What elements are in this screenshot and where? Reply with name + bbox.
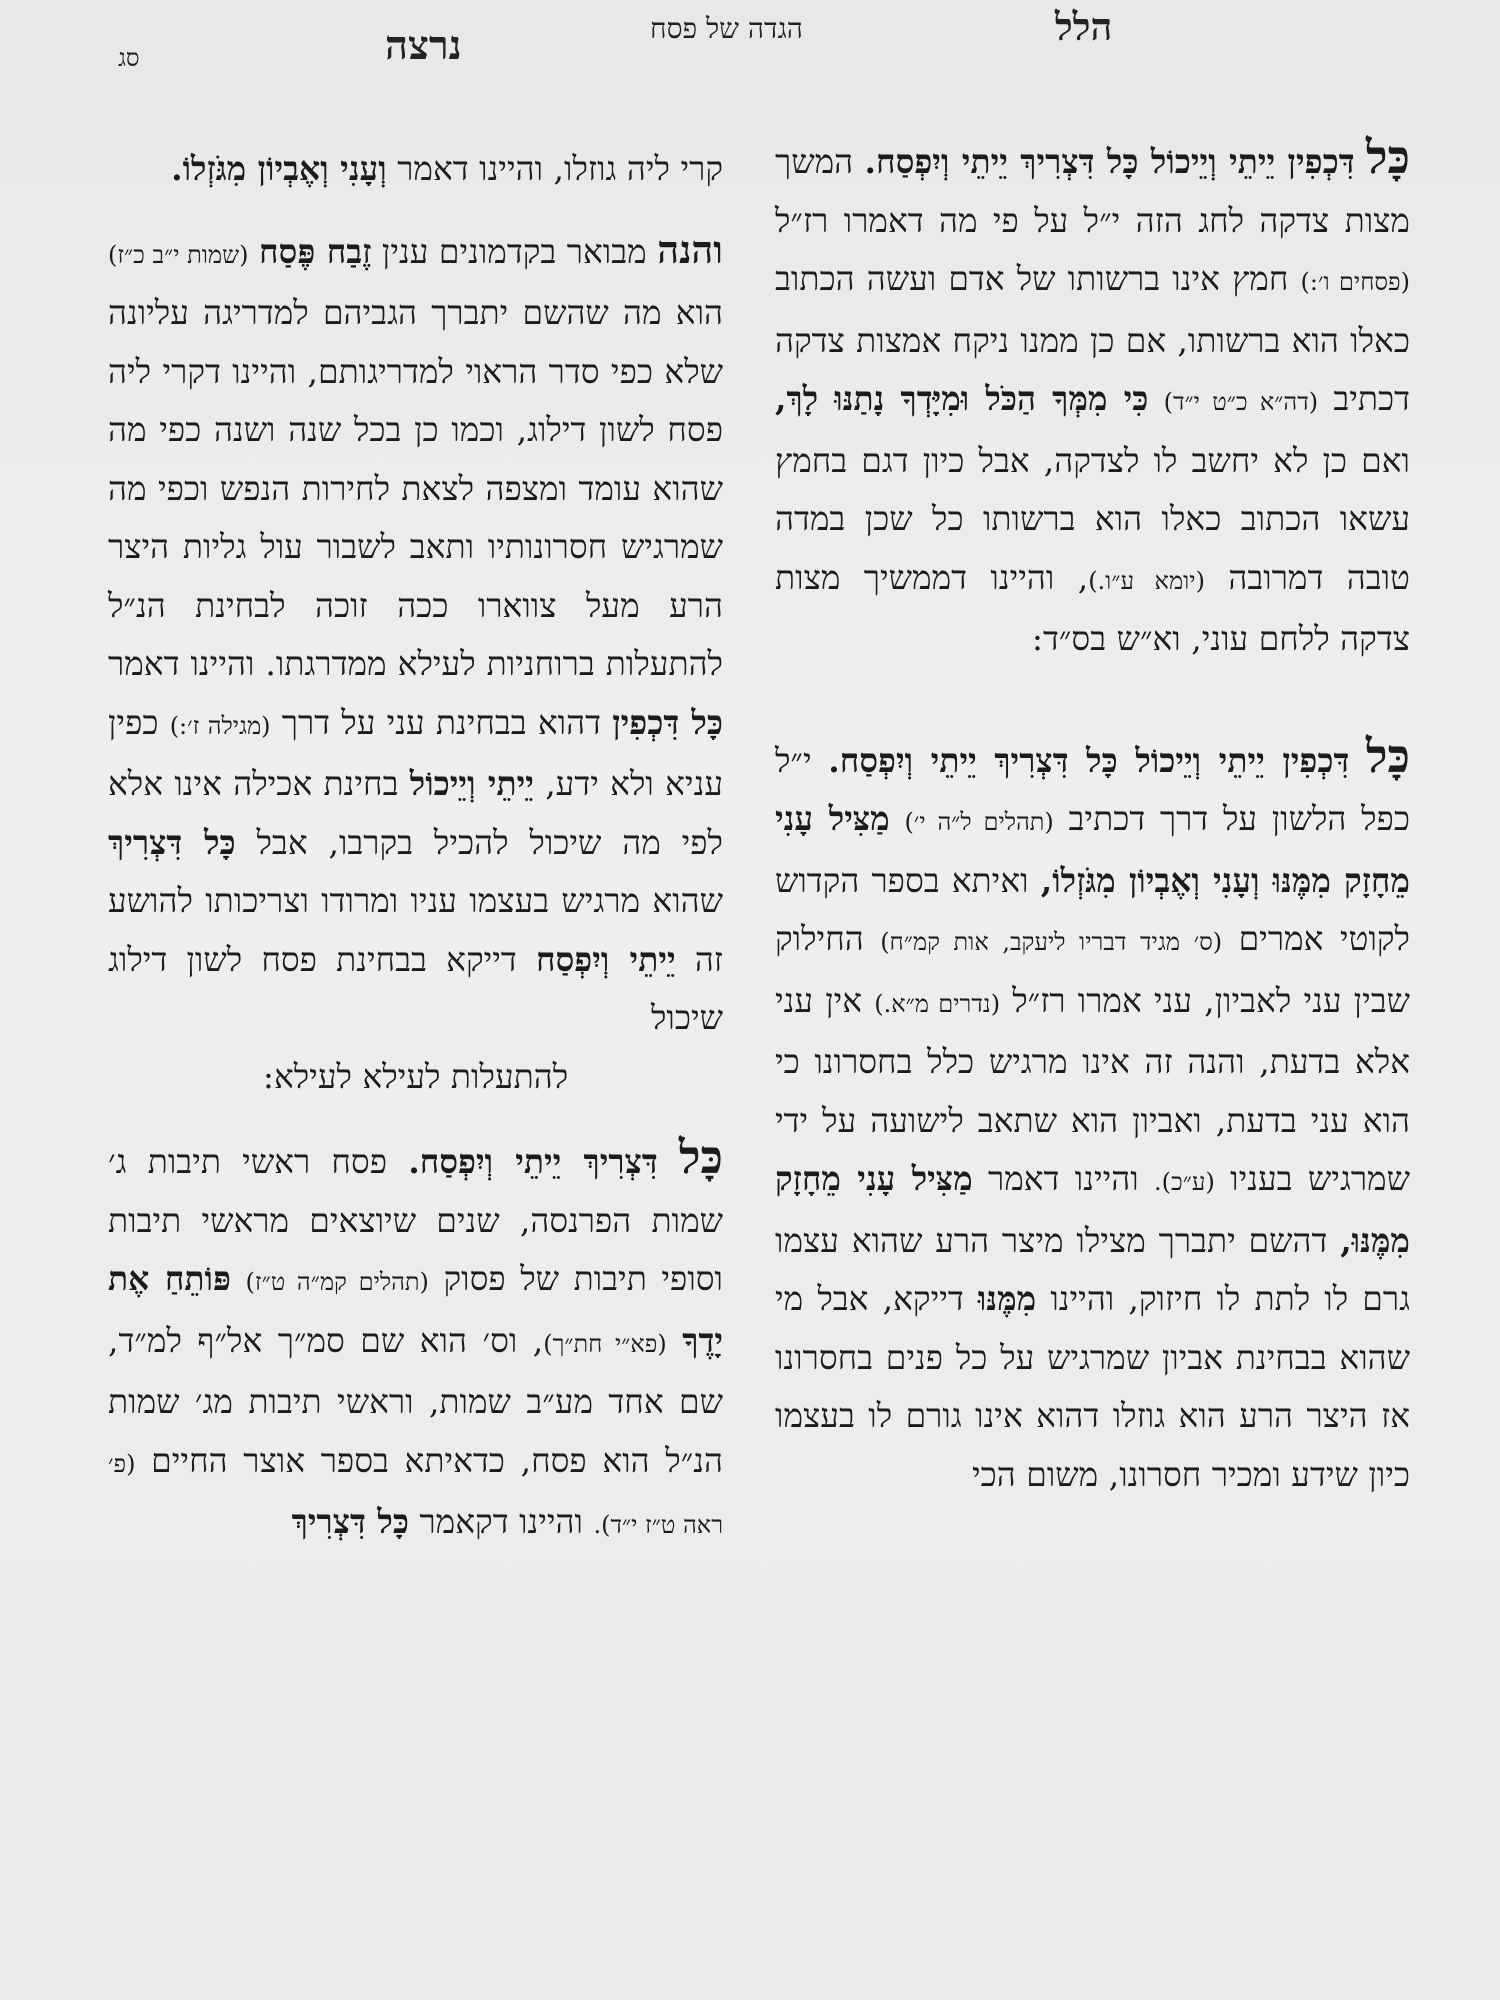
quoted-text: כָּל דִּצְרִיךְ — [291, 1502, 409, 1541]
body-text: פסח ראשי תיבות ג׳ שמות הפרנסה, שנים שיוצאים מראשי תיבות וסופי תיבות של פסוק — [108, 1142, 723, 1298]
body-text: , והיינו דממשיך מצות צדקה ללחם עוני, וא״ש בס״ד: — [775, 557, 1410, 658]
paragraph-lead-word: כָּל — [678, 1130, 723, 1184]
quoted-text: כָּל דִּצְרִיךְ — [108, 822, 236, 862]
body-text: החילוק שבין עני לאביון, עני אמרו רז״ל — [775, 919, 1410, 1020]
header-book-title: הגדה של פסח — [650, 12, 803, 45]
paragraph-spacer — [108, 199, 723, 221]
source-reference: (יומא ע״ו.) — [1088, 566, 1205, 595]
paragraph-lead-word: כָּל — [1366, 130, 1411, 184]
body-text: להתעלות לעילא לעילא: — [262, 1056, 569, 1096]
quoted-text: וְעָנִי וְאֶבְיוֹן מִגֹּזְלוֹ. — [171, 149, 387, 188]
body-text: כפין עניא ולא ידע, — [108, 702, 723, 803]
source-reference: (מגילה ז׳:) — [169, 711, 271, 740]
body-text: והיינו דקאמר — [419, 1502, 583, 1541]
source-reference: (ע״כ). — [1154, 1168, 1215, 1196]
body-text: מבואר בקדמונים ענין — [381, 231, 647, 271]
body-text: חמץ אינו ברשותו של אדם ועשה הכתוב כאלו הוא ברשותו, אם כן ממנו ניקח אמצות צדקה דכתיב — [775, 259, 1411, 418]
quoted-text: יֵיתֵי וְיִפְסַח — [536, 939, 676, 979]
paragraph-spacer — [108, 1106, 723, 1128]
paragraph — [108, 140, 723, 199]
quoted-text: דִּכְפִין יֵיתֵי וְיֵיכוֹל כָּל דִּצְרִיךְ יֵיתֵי וְיִפְסַח. — [864, 142, 1355, 181]
paragraph-lead-word: והנה — [657, 226, 724, 272]
paragraph-closing-line — [108, 1048, 723, 1107]
header-seder-step: נרצה — [385, 22, 462, 69]
header-section-title: הלל — [1055, 4, 1113, 49]
body-text: דהשם יתברך מצילו מיצר הרע שהוא עצמו גרם לו לתת לו חיזוק, והיינו — [775, 1220, 1411, 1318]
source-reference: (שמות י״ב כ״ז) — [108, 240, 249, 269]
quoted-text: יֵיתֵי וְיֵיכוֹל — [409, 764, 534, 803]
body-text: ואם כן לא יחשב לו לצדקה, אבל כיון דגם בחמץ עשאו הכתוב כאלו הוא ברשותו כל שכן במדה טובה דמרובה — [775, 440, 1410, 597]
body-text: הוא מה שהשם יתברך הגביהם למדריגה עליונה שלא כפי סדר הראוי למדריגותם, והיינו דקרי ליה פסח לשון דילוג, וכמו כן בכל שנה ושנה כפי מה שהוא עומד ומצפה לצאת לחירות הנפש וכפי מה שמרגיש חסרונותיו ותאב לשבור עול גליות היצר הרע מעל צווארו ככה זוכה לבחינת הנ״ל להתעלות ברוחניות לעילא ממדרגתו. והיינו דאמר — [108, 293, 723, 683]
body-text: , וס׳ הוא שם סמ״ך אל״ף למ״ד, שם אחד מע״ב שמות, וראשי תיבות מג׳ שמות הנ״ל הוא פסח, כדאיתא בספר אוצר החיים — [108, 1320, 723, 1480]
body-text: דהוא בבחינת עני על דרך — [281, 702, 601, 742]
body-text: שהוא מרגיש בעצמו עניו ומרודו וצריכותו להושע זה — [108, 881, 724, 979]
source-reference: (פא״י חת״ך) — [543, 1329, 667, 1358]
body-text: דייקא בבחינת פסח לשון דילוג שיכול — [108, 939, 723, 1037]
body-text: אין עני אלא בדעת, והנה זה אינו מרגיש כלל בחסרונו כי הוא עני בדעת, ואביון הוא שתאב לישועה על ידי שמרגיש בעניו — [775, 980, 1410, 1198]
quoted-text: מִמֶּנּוּ — [977, 1279, 1037, 1318]
quoted-text: פּוֹתֵחַ אֶת יָדֶךָ — [108, 1259, 723, 1360]
source-reference: (ס׳ מגיד דבריו ליעקב, אות קמ״ח) — [880, 928, 1223, 956]
source-reference: (תהלים קמ״ה ט״ז) — [245, 1268, 429, 1296]
quoted-text: זֶבַח פֶּסַח — [259, 231, 372, 271]
quoted-text: כִּי מִמְּךָ הַכֹּל וּמִיָּדְךָ נָתַנּוּ לָךְ, — [775, 379, 1149, 418]
quoted-text: דִּכְפִין יֵיתֵי וְיֵיכוֹל כָּל דִּצְרִיךְ יֵיתֵי וְיִפְסַח. — [828, 740, 1350, 780]
paragraph — [108, 221, 723, 1048]
paragraph — [775, 727, 1410, 1505]
body-text: ואיתא בספר הקדוש לקוטי אמרים — [775, 860, 1410, 958]
paragraph-lead-word: כָּל — [1365, 728, 1410, 783]
quoted-text: מַצִּיל עָנִי מֵחָזָק מִמֶּנּוּ וְעָנִי וְאֶבְיוֹן מִגֹּזְלוֹ, — [775, 799, 1410, 900]
body-text: המשך מצות צדקה לחג הזה י״ל על פי מה דאמרו רז״ל — [775, 142, 1410, 240]
paragraph — [775, 128, 1410, 669]
source-reference: (תהלים ל״ה י׳) — [904, 808, 1054, 836]
source-reference: (פ׳ ראה ט״ז י״ד). — [108, 1449, 723, 1539]
body-text: דייקא, אבל מי שהוא בבחינת אביון שמרגיש על כל פנים בחסרונו אז היצר הרע הוא גוזלו דהוא אינו גורם לו בעצמו כיון שידע ומכיר חסרונו, משום הכי — [775, 1279, 1410, 1494]
source-reference: (דה״א כ״ט י״ד) — [1163, 388, 1319, 416]
quoted-text: מַצִּיל עָנִי מֵחָזָק מִמֶּנּוּ, — [775, 1159, 1410, 1260]
header-page-number: סג — [118, 44, 140, 72]
body-text: והיינו דאמר — [987, 1159, 1139, 1198]
paragraph-spacer — [775, 669, 1410, 727]
right-column — [775, 128, 1410, 1504]
quoted-text: דִּצְרִיךְ יֵיתֵי וְיִפְסַח. — [408, 1142, 658, 1181]
paragraph — [108, 1128, 723, 1555]
body-text: בחינת אכילה אינו אלא לפי מה שיכול להכיל בקרבו, אבל — [108, 764, 723, 862]
quoted-text: כָּל דִּכְפִין — [612, 702, 723, 742]
source-reference: (נדרים מ״א.) — [874, 989, 1001, 1018]
left-column — [108, 140, 723, 1555]
source-reference: (פסחים ו׳:) — [1300, 268, 1410, 296]
body-text: קרי ליה גוזלו, והיינו דאמר — [397, 149, 723, 188]
running-header — [0, 0, 1500, 80]
body-text: י״ל כפל הלשון על דרך דכתיב — [775, 740, 1410, 838]
